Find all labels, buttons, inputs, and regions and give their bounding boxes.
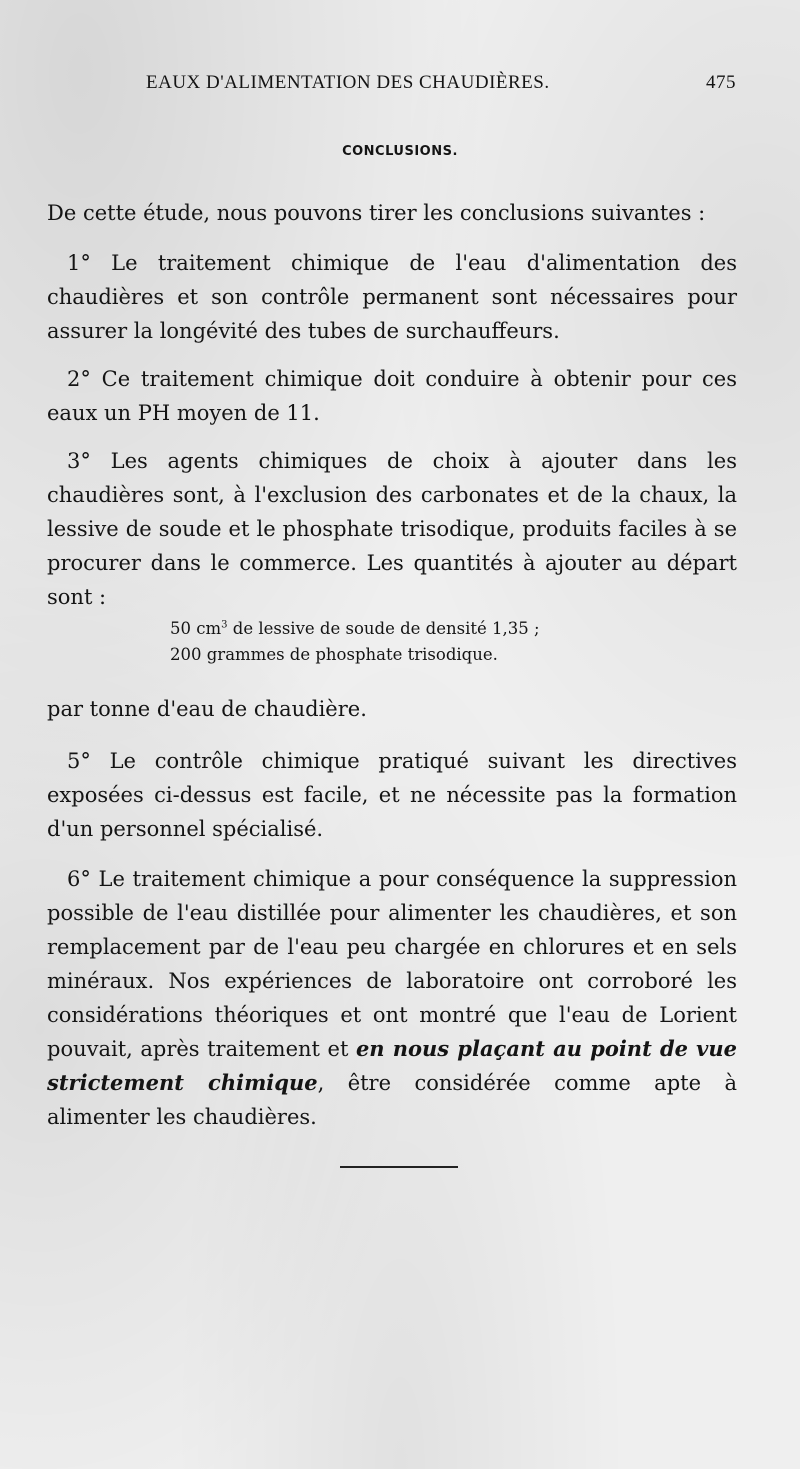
conclusion-5 <box>47 744 737 846</box>
section-title: CONCLUSIONS. <box>342 144 458 159</box>
conclusion-2 <box>47 362 737 430</box>
closing-rule <box>340 1166 458 1168</box>
conclusion-text: Ce traitement chimique doit conduire à obtenir pour ces eaux un PH moyen de 11. <box>47 367 737 425</box>
conclusion-number: 3° <box>67 449 91 473</box>
quantity-soda: 50 $cm^3$ de lessive de soude de densité 1,35 ; <box>170 619 540 638</box>
conclusion-6 <box>47 862 737 1134</box>
per-ton-line: par tonne d'eau de chaudière. <box>47 697 367 721</box>
conclusion-italic-phrase: en nous plaçant au point de vue strictement chimique <box>47 1036 737 1095</box>
conclusion-text: Le contrôle chimique pratiqué suivant les directives exposées ci-dessus est facile, et ne nécessite pas la formation d'un personnel spécialisé. <box>47 749 737 841</box>
conclusion-number: 2° <box>67 367 91 391</box>
conclusion-text: Le traitement chimique de l'eau d'alimentation des chaudières et son contrôle permanent sont nécessaires pour assurer la longévité des tubes de surchauffeurs. <box>47 251 737 343</box>
conclusion-text-end: , être considérée comme apte à alimenter les chaudières. <box>47 1071 737 1129</box>
conclusion-3 <box>47 444 737 614</box>
quantities-list <box>170 616 650 668</box>
conclusion-1 <box>47 246 737 348</box>
conclusion-text: Les agents chimiques de choix à ajouter dans les chaudières sont, à l'exclusion des carbonates et de la chaux, la lessive de soude et le phosphate trisodique, produits faciles à se procurer dans le commerce. Les quantités à ajouter au départ sont : <box>47 449 737 609</box>
conclusion-number: 6° <box>67 867 91 891</box>
conclusion-number: 1° <box>67 251 91 275</box>
quantity-phosphate: 200 grammes de phosphate trisodique. <box>170 645 498 664</box>
intro-text: De cette étude, nous pouvons tirer les conclusions suivantes : <box>47 201 706 225</box>
conclusion-text: Le traitement chimique a pour conséquence la suppression possible de l'eau distillée pour alimenter les chaudières, et son remplacement par de l'eau peu chargée en chlorures et en sels minéraux. Nos expériences de laboratoire ont corroboré les considérations théoriques et ont montré que l'eau de Lorient pouvait, après traitement et <box>47 867 737 1061</box>
intro-paragraph <box>47 196 737 230</box>
conclusion-number: 5° <box>67 749 91 773</box>
running-title: EAUX D'ALIMENTATION DES CHAUDIÈRES. <box>146 72 550 93</box>
page-number: 475 <box>706 72 736 93</box>
